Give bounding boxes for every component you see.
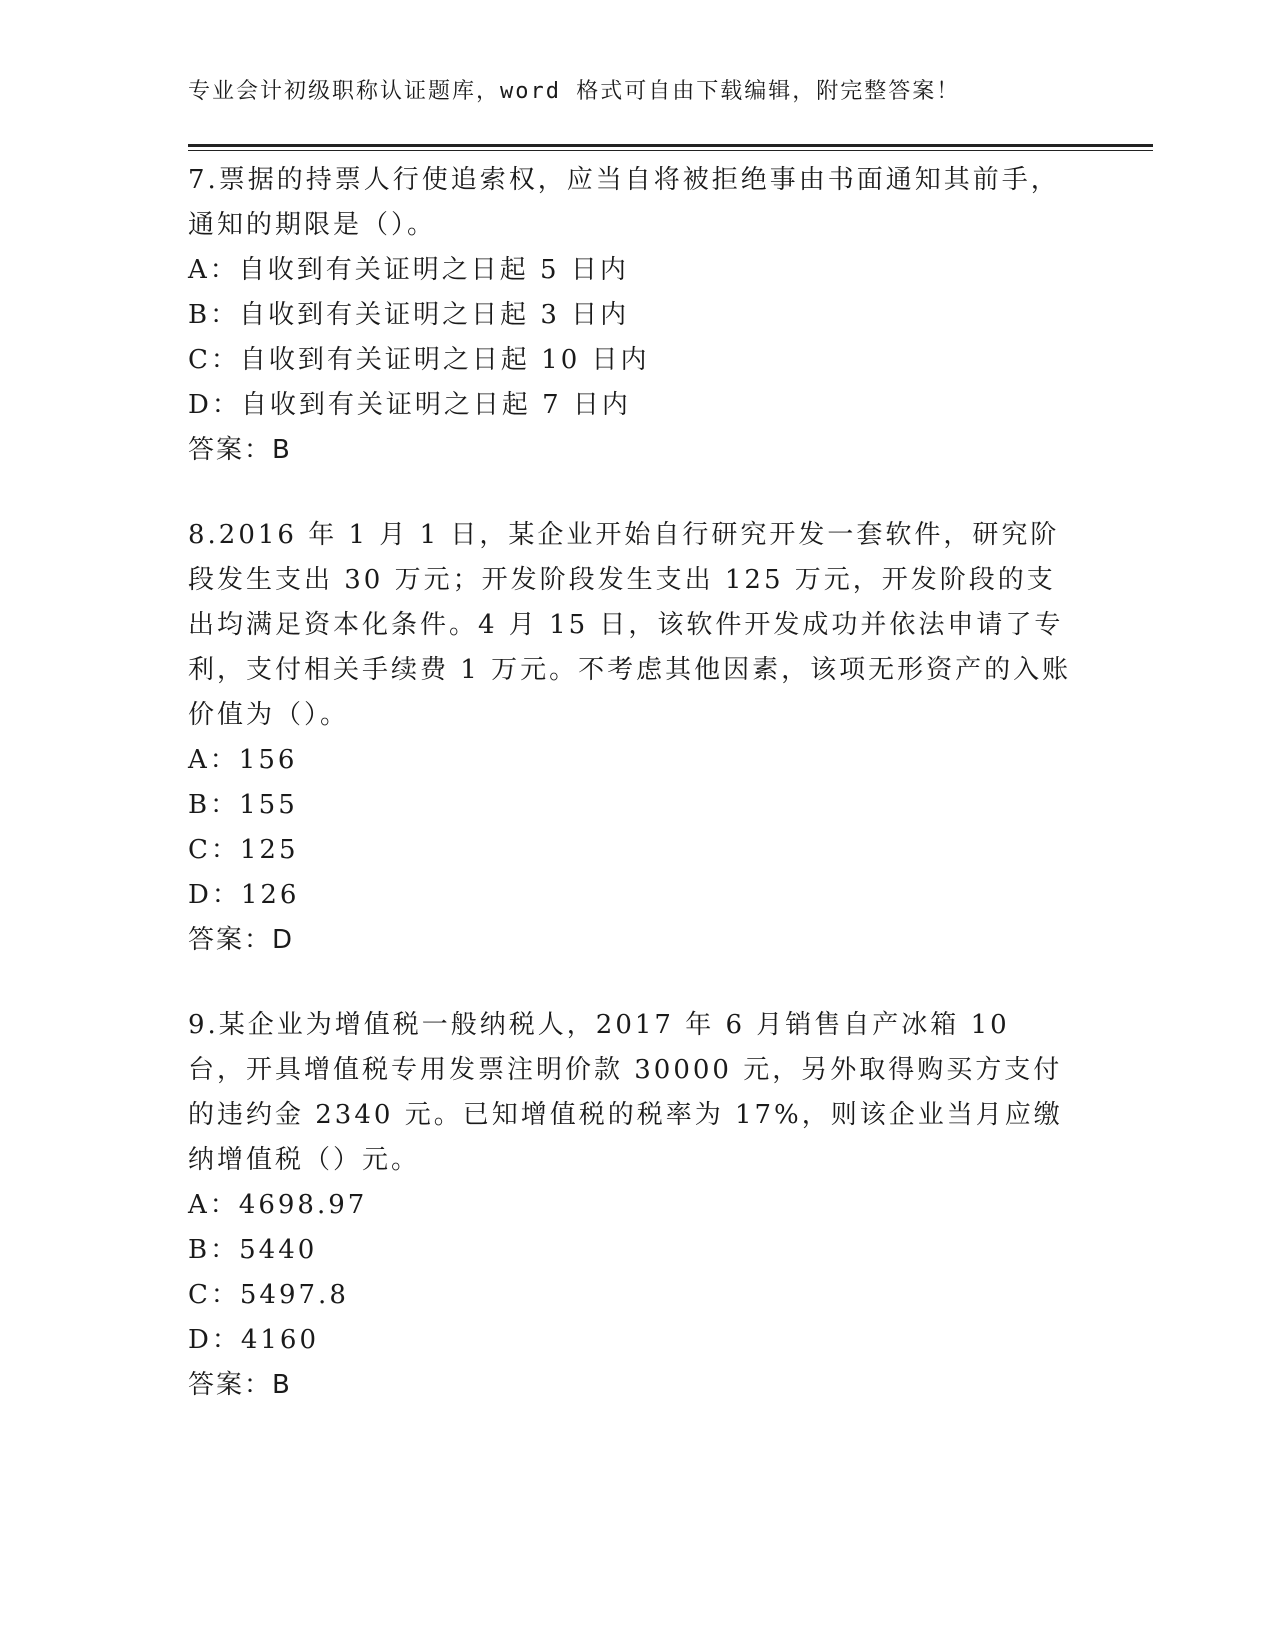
option-b: B：自收到有关证明之日起 3 日内	[188, 300, 630, 330]
option-c: C：自收到有关证明之日起 10 日内	[188, 345, 650, 375]
question-8	[188, 513, 1078, 963]
header-divider	[188, 144, 1153, 147]
question-7	[188, 158, 1078, 473]
option-c: C：125	[188, 835, 299, 865]
option-d: D：126	[188, 880, 300, 910]
option-a: A：156	[188, 745, 298, 775]
answer-line: 答案：B	[188, 435, 292, 465]
option-b: B：155	[188, 790, 298, 820]
question-stem: 8.2016 年 1 月 1 日，某企业开始自行研究开发一套软件，研究阶段发生支出 30 万元；开发阶段发生支出 125 万元，开发阶段的支出均满足资本化条件。4 月 15 日，该软件开发成功并依法申请了专利，支付相关手续费 1 万元。不考虑其他因素，该项无形资产的入账价值为（）。	[188, 520, 1072, 730]
answer-line: 答案：D	[188, 925, 295, 955]
question-9	[188, 1003, 1078, 1408]
option-a: A：4698.97	[188, 1190, 368, 1220]
option-c: C：5497.8	[188, 1280, 349, 1310]
header-divider-thin	[188, 150, 1153, 151]
option-a: A：自收到有关证明之日起 5 日内	[188, 255, 629, 285]
question-list	[188, 158, 1078, 1448]
option-b: B：5440	[188, 1235, 318, 1265]
page-header: 专业会计初级职称认证题库，word 格式可自由下载编辑，附完整答案！	[188, 79, 961, 104]
question-stem: 9.某企业为增值税一般纳税人，2017 年 6 月销售自产冰箱 10 台，开具增值税专用发票注明价款 30000 元，另外取得购买方支付的违约金 2340 元。已知增值税的税率为 17%，则该企业当月应缴纳增值税（）元。	[188, 1010, 1063, 1175]
answer-line: 答案：B	[188, 1370, 292, 1400]
option-d: D：自收到有关证明之日起 7 日内	[188, 390, 631, 420]
option-d: D：4160	[188, 1325, 320, 1355]
question-stem: 7.票据的持票人行使追索权，应当自将被拒绝事由书面通知其前手，通知的期限是（）。	[188, 165, 1060, 240]
